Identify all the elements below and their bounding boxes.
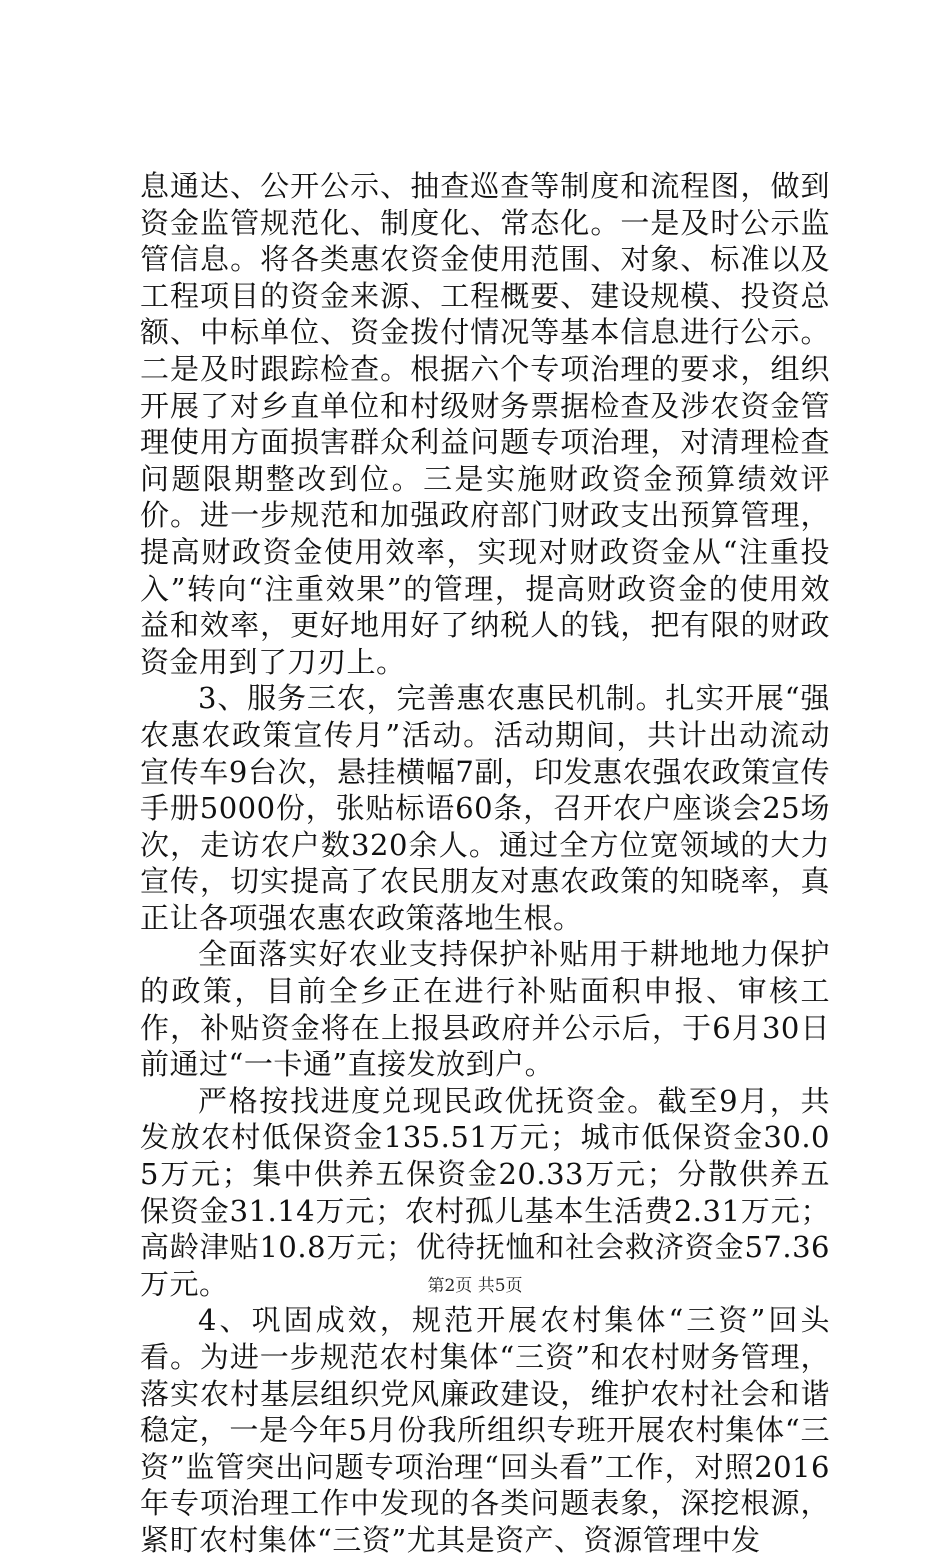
paragraph-3: 全面落实好农业支持保护补贴用于耕地地力保护的政策，目前全乡正在进行补贴面积申报、审核工作，补贴资金将在上报县政府并公示后，于6月30日前通过“一卡通”直接发放到户。 [140, 937, 830, 1082]
paragraph-1: 息通达、公开公示、抽查巡查等制度和流程图，做到资金监管规范化、制度化、常态化。一是及时公示监管信息。将各类惠农资金使用范围、对象、标准以及工程项目的资金来源、工程概要、建设规模、投资总额、中标单位、资金拨付情况等基本信息进行公示。二是及时跟踪检查。根据六个专项治理的要求，组织开展了对乡直单位和村级财务票据检查及涉农资金管理使用方面损害群众利益问题专项治理，对清理检查问题限期整改到位。三是实施财政资金预算绩效评价。进一步规范和加强政府部门财政支出预算管理，提高财政资金使用效率，实现对财政资金从“注重投入”转向“注重效果”的管理，提高财政资金的使用效益和效率，更好地用好了纳税人的钱，把有限的财政资金用到了刀刃上。 [140, 169, 830, 679]
paragraph-5: 4、巩固成效，规范开展农村集体“三资”回头看。为进一步规范农村集体“三资”和农村财务管理，落实农村基层组织党风廉政建设，维护农村社会和谐稳定，一是今年5月份我所组织专班开展农村集体“三资”监管突出问题专项治理“回头看”工作，对照2016年专项治理工作中发现的各类问题表象，深挖根源，紧盯农村集体“三资”尤其是资产、资源管理中发 [140, 1303, 830, 1557]
document-body [140, 168, 830, 1559]
paragraph-4: 严格按找进度兑现民政优抚资金。截至9月，共发放农村低保资金135.51万元；城市低保资金30.05万元；集中供养五保资金20.33万元；分散供养五保资金31.14万元；农村孤儿基本生活费2.31万元；高龄津贴10.8万元；优待抚恤和社会救济资金57.36万元。 [140, 1083, 830, 1301]
paragraph-2: 3、服务三农，完善惠农惠民机制。扎实开展“强农惠农政策宣传月”活动。活动期间，共计出动流动宣传车9台次，悬挂横幅7副，印发惠农强农政策宣传手册5000份，张贴标语60条，召开农户座谈会25场次，走访农户数320余人。通过全方位宽领域的大力宣传，切实提高了农民朋友对惠农政策的知晓率，真正让各项强农惠农政策落地生根。 [140, 681, 830, 935]
page-number-footer: 第2页 共5页 [427, 1276, 523, 1296]
